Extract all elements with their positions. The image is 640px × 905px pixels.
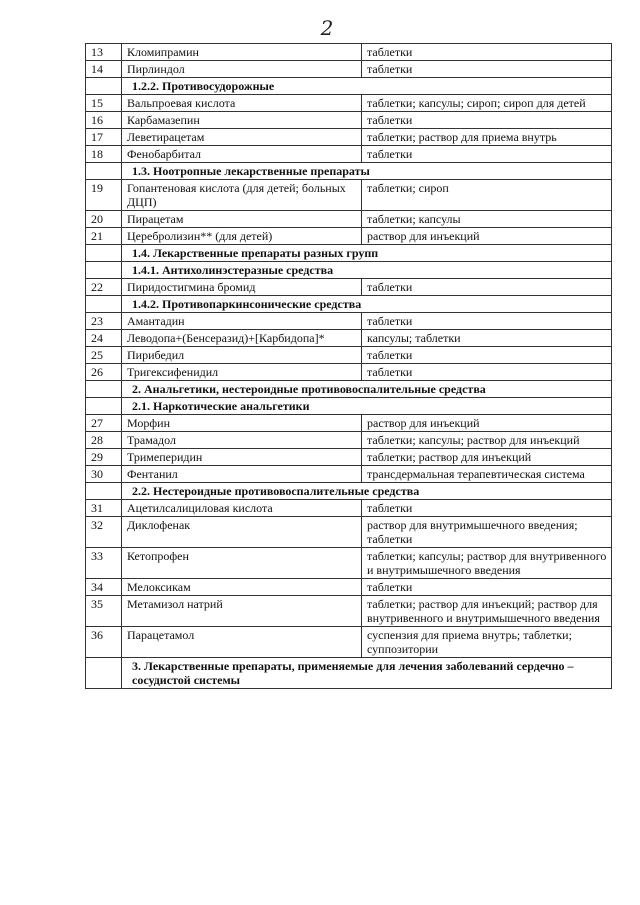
section-heading: 2.2. Нестероидные противовоспалительные средства [122, 483, 612, 500]
dosage-form: таблетки; раствор для инъекций; раствор для внутривенного и внутримышечного введения [362, 596, 612, 627]
dosage-form: таблетки [362, 112, 612, 129]
section-num-cell [86, 78, 122, 95]
dosage-form: капсулы; таблетки [362, 330, 612, 347]
table-row [86, 432, 612, 449]
table-row [86, 415, 612, 432]
section-heading: 1.4.1. Антихолинэстеразные средства [122, 262, 612, 279]
row-number: 19 [86, 180, 122, 211]
dosage-form: таблетки [362, 44, 612, 61]
table-row [86, 129, 612, 146]
row-number: 26 [86, 364, 122, 381]
row-number: 20 [86, 211, 122, 228]
table-row [86, 61, 612, 78]
section-heading: 2.1. Наркотические анальгетики [122, 398, 612, 415]
row-number: 14 [86, 61, 122, 78]
table-row [86, 517, 612, 548]
row-number: 28 [86, 432, 122, 449]
dosage-form: таблетки; капсулы; сироп; сироп для детей [362, 95, 612, 112]
table-row [86, 627, 612, 658]
table-row [86, 211, 612, 228]
row-number: 23 [86, 313, 122, 330]
row-number: 36 [86, 627, 122, 658]
dosage-form: раствор для внутримышечного введения; таблетки [362, 517, 612, 548]
section-row [86, 262, 612, 279]
drug-name: Гопантеновая кислота (для детей; больных ДЦП) [122, 180, 362, 211]
row-number: 27 [86, 415, 122, 432]
section-heading: 1.4.2. Противопаркинсонические средства [122, 296, 612, 313]
table-row [86, 146, 612, 163]
row-number: 35 [86, 596, 122, 627]
drug-name: Фентанил [122, 466, 362, 483]
section-row [86, 245, 612, 262]
row-number: 18 [86, 146, 122, 163]
drug-name: Диклофенак [122, 517, 362, 548]
drug-name: Амантадин [122, 313, 362, 330]
dosage-form: таблетки [362, 313, 612, 330]
section-row [86, 296, 612, 313]
section-num-cell [86, 296, 122, 313]
table-row [86, 548, 612, 579]
drug-name: Морфин [122, 415, 362, 432]
section-num-cell [86, 658, 122, 689]
table-row [86, 500, 612, 517]
drug-name: Леводопа+(Бенсеразид)+[Карбидопа]* [122, 330, 362, 347]
row-number: 34 [86, 579, 122, 596]
page-number: 2 [320, 16, 334, 40]
row-number: 21 [86, 228, 122, 245]
dosage-form: таблетки [362, 146, 612, 163]
section-row [86, 398, 612, 415]
row-number: 17 [86, 129, 122, 146]
drug-name: Вальпроевая кислота [122, 95, 362, 112]
table-row [86, 44, 612, 61]
drug-name: Кетопрофен [122, 548, 362, 579]
dosage-form: таблетки; сироп [362, 180, 612, 211]
dosage-form: таблетки; раствор для приема внутрь [362, 129, 612, 146]
drug-name: Пирлиндол [122, 61, 362, 78]
section-row [86, 163, 612, 180]
section-heading: 1.3. Ноотропные лекарственные препараты [122, 163, 612, 180]
drug-name: Карбамазепин [122, 112, 362, 129]
row-number: 29 [86, 449, 122, 466]
section-num-cell [86, 483, 122, 500]
row-number: 24 [86, 330, 122, 347]
dosage-form: таблетки; капсулы; раствор для инъекций [362, 432, 612, 449]
section-num-cell [86, 381, 122, 398]
section-heading: 1.4. Лекарственные препараты разных групп [122, 245, 612, 262]
dosage-form: таблетки [362, 500, 612, 517]
row-number: 30 [86, 466, 122, 483]
drug-name: Тригексифенидил [122, 364, 362, 381]
dosage-form: таблетки [362, 579, 612, 596]
section-num-cell [86, 262, 122, 279]
section-num-cell [86, 398, 122, 415]
dosage-form: раствор для инъекций [362, 228, 612, 245]
dosage-form: раствор для инъекций [362, 415, 612, 432]
row-number: 25 [86, 347, 122, 364]
dosage-form: таблетки; раствор для инъекций [362, 449, 612, 466]
drug-name: Пирибедил [122, 347, 362, 364]
dosage-form: таблетки; капсулы [362, 211, 612, 228]
row-number: 33 [86, 548, 122, 579]
section-row [86, 78, 612, 95]
table-row [86, 579, 612, 596]
dosage-form: таблетки [362, 347, 612, 364]
row-number: 32 [86, 517, 122, 548]
drug-name: Леветирацетам [122, 129, 362, 146]
drug-name: Тримеперидин [122, 449, 362, 466]
section-row [86, 483, 612, 500]
section-row [86, 381, 612, 398]
table-row [86, 279, 612, 296]
row-number: 15 [86, 95, 122, 112]
table-row [86, 449, 612, 466]
table-row [86, 596, 612, 627]
section-heading: 3. Лекарственные препараты, применяемые для лечения заболеваний сердечно – сосудистой системы [122, 658, 612, 689]
dosage-form: суспензия для приема внутрь; таблетки; суппозитории [362, 627, 612, 658]
table-row [86, 313, 612, 330]
table-row [86, 466, 612, 483]
dosage-form: таблетки; капсулы; раствор для внутривенного и внутримышечного введения [362, 548, 612, 579]
table-row [86, 347, 612, 364]
table-row [86, 364, 612, 381]
drug-name: Метамизол натрий [122, 596, 362, 627]
dosage-form: таблетки [362, 364, 612, 381]
drug-name: Мелоксикам [122, 579, 362, 596]
row-number: 13 [86, 44, 122, 61]
table-row [86, 228, 612, 245]
table-row [86, 180, 612, 211]
drug-name: Кломипрамин [122, 44, 362, 61]
drug-name: Ацетилсалициловая кислота [122, 500, 362, 517]
row-number: 16 [86, 112, 122, 129]
table-row [86, 95, 612, 112]
drug-name: Церебролизин** (для детей) [122, 228, 362, 245]
drug-name: Пирацетам [122, 211, 362, 228]
table-row [86, 330, 612, 347]
row-number: 31 [86, 500, 122, 517]
drug-name: Парацетамол [122, 627, 362, 658]
dosage-form: таблетки [362, 279, 612, 296]
drug-list-body [86, 44, 612, 689]
section-row [86, 658, 612, 689]
dosage-form: трансдермальная терапевтическая система [362, 466, 612, 483]
drug-list-table [85, 43, 612, 689]
section-num-cell [86, 163, 122, 180]
table-row [86, 112, 612, 129]
section-heading: 1.2.2. Противосудорожные [122, 78, 612, 95]
section-heading: 2. Анальгетики, нестероидные противовоспалительные средства [122, 381, 612, 398]
dosage-form: таблетки [362, 61, 612, 78]
section-num-cell [86, 245, 122, 262]
drug-name: Трамадол [122, 432, 362, 449]
row-number: 22 [86, 279, 122, 296]
drug-name: Фенобарбитал [122, 146, 362, 163]
drug-name: Пиридостигмина бромид [122, 279, 362, 296]
